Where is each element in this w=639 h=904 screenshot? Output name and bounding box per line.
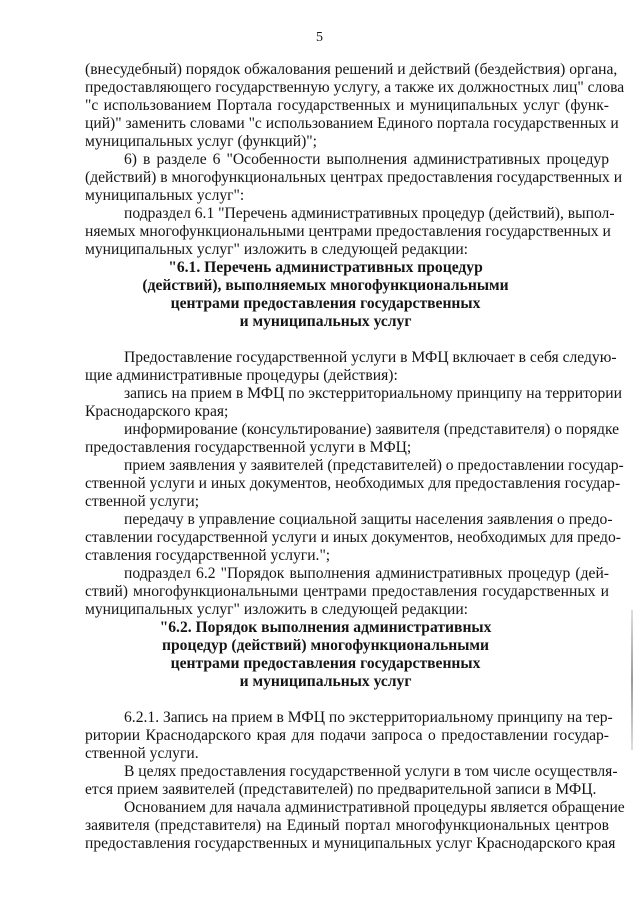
text-line: предоставляющего государственную услугу, а также их должностных лиц" слова: [85, 79, 625, 96]
text-line: ставлении государственной услуги и иных документов, необходимых для предо-: [85, 529, 621, 546]
text-line: предоставления государственной услуги в МФЦ;: [85, 439, 412, 456]
section-heading: "6.2. Порядок выполнения административных: [159, 619, 492, 636]
text-line: прием заявления у заявителей (представителей) о предоставлении государ-: [124, 457, 624, 474]
section-heading: "6.1. Перечень административных процедур: [168, 259, 483, 276]
text-line: подраздел 6.1 "Перечень административных процедур (действий), выпол-: [124, 205, 615, 222]
section-heading: и муниципальных услуг: [239, 673, 412, 690]
text-line: муниципальных услуг" изложить в следующей редакции:: [85, 241, 468, 258]
text-line: (внесудебный) порядок обжалования решений и действий (бездействия) органа,: [85, 61, 618, 78]
text-line: передачу в управление социальной защиты населения заявления о предо-: [124, 511, 613, 528]
page-number: 5: [316, 30, 323, 45]
text-line: заявителя (представителя) на Единый портал многофункциональных центров: [85, 817, 609, 834]
text-line: "с использованием Портала государственных и муниципальных услуг (функ-: [85, 97, 609, 114]
text-line: муниципальных услуг (функций)";: [85, 133, 318, 150]
text-line: 6) в разделе 6 "Особенности выполнения административных процедур: [124, 151, 609, 168]
text-line: муниципальных услуг":: [85, 187, 245, 204]
section-heading: и муниципальных услуг: [239, 313, 412, 330]
text-line: информирование (консультирование) заявителя (представителя) о порядке: [124, 421, 620, 438]
text-line: ций)" заменить словами "с использованием Единого портала государственных и: [85, 115, 619, 132]
text-line: запись на прием в МФЦ по экстерриториальному принципу на территории: [124, 385, 622, 402]
text-line: подраздел 6.2 "Порядок выполнения административных процедур (дей-: [124, 565, 609, 582]
text-line: ственной услуги и иных документов, необходимых для предоставления государ-: [85, 475, 621, 492]
text-line: ритории Краснодарского края для подачи запроса о предоставлении государ-: [85, 727, 609, 744]
text-line: ственной услуги.: [85, 745, 199, 762]
text-line: предоставления государственных и муниципальных услуг Краснодарского края: [85, 835, 616, 852]
text-line: муниципальных услуг" изложить в следующей редакции:: [85, 601, 468, 618]
text-line: ствий) многофункциональными центрами предоставления государственных и: [85, 583, 609, 600]
text-line: Предоставление государственной услуги в МФЦ включает в себя следую-: [124, 349, 617, 366]
text-line: (действий) в многофункциональных центрах предоставления государственных и: [85, 169, 623, 186]
text-line: В целях предоставления государственной услуги в том числе осуществля-: [124, 763, 618, 780]
section-heading: процедур (действий) многофункциональными: [162, 637, 489, 654]
scan-edge-shadow: [631, 610, 633, 750]
text-line: ется прием заявителей (представителей) по предварительной записи в МФЦ.: [85, 781, 597, 798]
section-heading: центрами предоставления государственных: [170, 655, 481, 672]
section-heading: центрами предоставления государственных: [170, 295, 481, 312]
text-line: Краснодарского края;: [85, 403, 229, 420]
text-line: ственной услуги;: [85, 493, 200, 510]
text-line: няемых многофункциональными центрами предоставления государственных и: [85, 223, 611, 240]
text-line: Основанием для начала административной процедуры является обращение: [124, 799, 625, 816]
text-line: ставления государственной услуги.";: [85, 547, 331, 564]
text-line: 6.2.1. Запись на прием в МФЦ по экстерриториальному принципу на тер-: [124, 709, 613, 726]
section-heading: (действий), выполняемых многофункциональными: [142, 277, 509, 294]
text-line: щие административные процедуры (действия):: [85, 367, 398, 384]
